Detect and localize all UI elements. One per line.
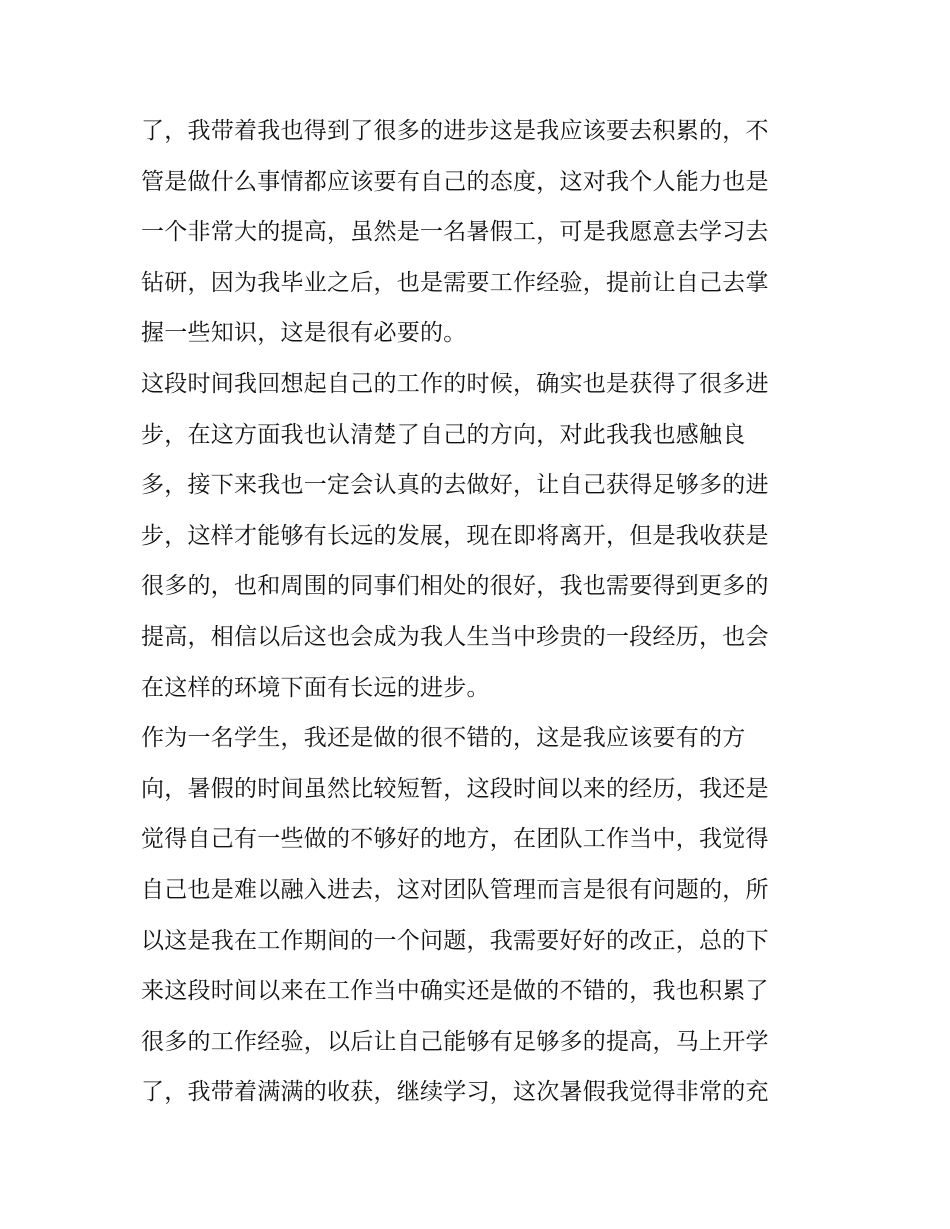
text-line: 来这段时间以来在工作当中确实还是做的不错的，我也积累了 — [141, 978, 769, 1005]
text-line: 很多的，也和周围的同事们相处的很好，我也需要得到更多的 — [141, 573, 769, 600]
text-line: 钻研，因为我毕业之后，也是需要工作经验，提前让自己去掌 — [141, 269, 769, 296]
text-line: 提高，相信以后这也会成为我人生当中珍贵的一段经历，也会 — [141, 623, 769, 650]
document-body — [141, 106, 813, 1118]
text-line: 握一些知识，这是很有必要的。 — [141, 320, 467, 347]
text-line: 多，接下来我也一定会认真的去做好，让自己获得足够多的进 — [141, 472, 769, 499]
text-line: 以这是我在工作期间的一个问题，我需要好好的改正，总的下 — [141, 927, 769, 954]
text-line: 一个非常大的提高，虽然是一名暑假工，可是我愿意去学习去 — [141, 219, 769, 246]
text-line: 步，在这方面我也认清楚了自己的方向，对此我我也感触良 — [141, 421, 746, 448]
text-line: 步，这样才能够有长远的发展，现在即将离开，但是我收获是 — [141, 522, 769, 549]
text-line: 很多的工作经验，以后让自己能够有足够多的提高，马上开学 — [141, 1028, 769, 1055]
text-line: 觉得自己有一些做的不够好的地方，在团队工作当中，我觉得 — [141, 826, 769, 853]
text-line: 管是做什么事情都应该要有自己的态度，这对我个人能力也是 — [141, 168, 769, 195]
text-line: 向，暑假的时间虽然比较短暂，这段时间以来的经历，我还是 — [141, 775, 769, 802]
text-line: 作为一名学生，我还是做的很不错的，这是我应该要有的方 — [141, 725, 746, 752]
text-line: 这段时间我回想起自己的工作的时候，确实也是获得了很多进 — [141, 370, 769, 397]
text-line: 在这样的环境下面有长远的进步。 — [141, 674, 490, 701]
text-line: 自己也是难以融入进去，这对团队管理而言是很有问题的，所 — [141, 876, 769, 903]
text-line: 了，我带着满满的收获，继续学习，这次暑假我觉得非常的充 — [141, 1079, 769, 1106]
text-line: 了，我带着我也得到了很多的进步这是我应该要去积累的，不 — [141, 118, 769, 144]
